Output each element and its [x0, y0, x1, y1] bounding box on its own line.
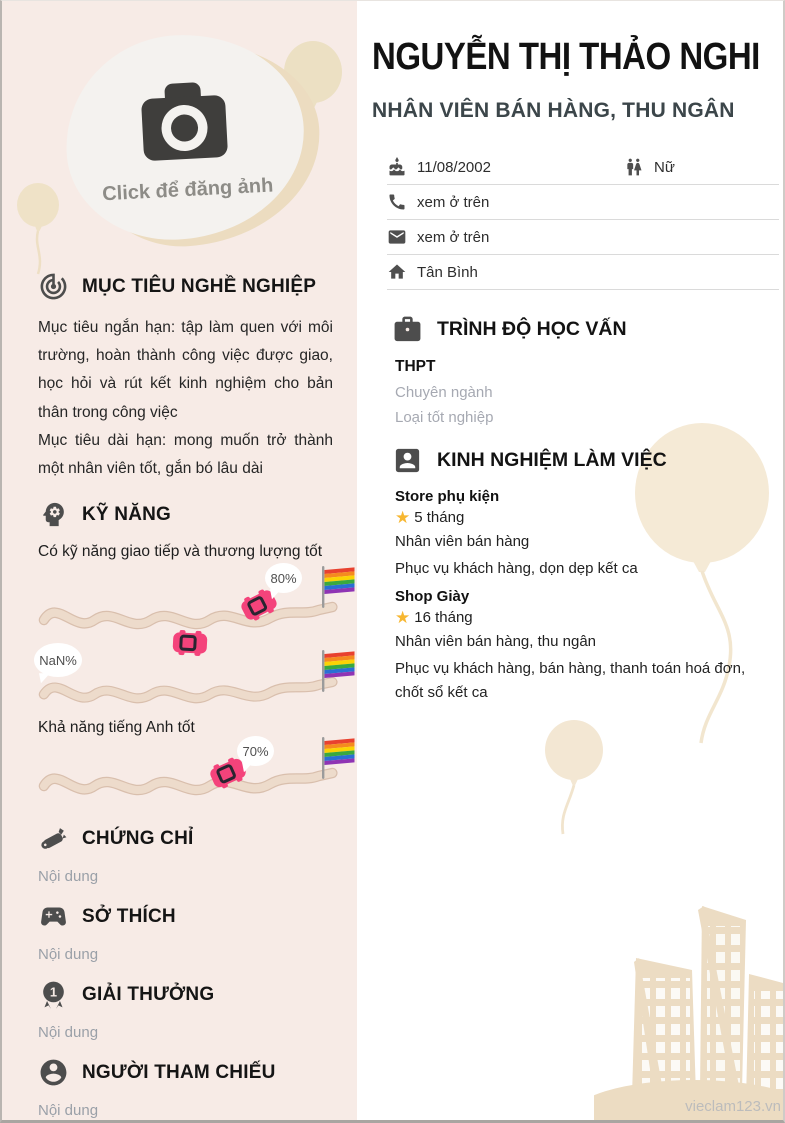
photo-upload-area — [38, 15, 357, 255]
site-watermark: vieclam123.vn — [685, 1098, 781, 1115]
skill-percent-bubble — [237, 736, 274, 766]
balloon-icon — [532, 716, 627, 851]
job-position: Nhân viên bán hàng — [395, 533, 530, 550]
skill-progress-track — [38, 644, 357, 706]
job-company: Shop Giày — [395, 588, 470, 605]
job-duration-row — [395, 509, 785, 526]
skill-percent-bubble — [265, 563, 302, 593]
camera-icon — [121, 69, 248, 175]
section-objective-header — [38, 271, 357, 302]
flag-icon — [320, 648, 356, 694]
education-grade-placeholder: Loại tốt nghiệp — [395, 409, 494, 426]
awards-content: Nội dung — [38, 1024, 99, 1042]
job-duration: 5 tháng — [414, 509, 465, 526]
section-awards-header — [38, 979, 357, 1010]
section-references-header — [38, 1057, 357, 1088]
references-title: NGƯỜI THAM CHIẾU — [82, 1061, 276, 1083]
objective-long-term: Mục tiêu dài hạn: mong muốn trở thành một nhân viên tốt, gắn bó lâu dài — [38, 431, 333, 478]
home-icon — [387, 262, 407, 282]
phone-icon — [387, 192, 407, 212]
objective-short-term: Mục tiêu ngắn hạn: tập làm quen với môi trường, hoàn thành công việc được giao, học hỏi và rút kết kinh nghiệm cho bản thân trong công việc — [38, 319, 333, 421]
certificates-content: Nội dung — [38, 868, 99, 886]
section-skills-header — [38, 499, 357, 530]
skill-label: Có kỹ năng giao tiếp và thương lượng tốt — [38, 543, 323, 561]
section-hobbies-header — [38, 901, 357, 932]
section-experience-header — [392, 445, 785, 476]
info-row-birthday — [387, 150, 779, 185]
education-title: TRÌNH ĐỘ HỌC VẤN — [437, 318, 627, 340]
person-badge-icon — [392, 445, 423, 476]
hobbies-content: Nội dung — [38, 946, 99, 964]
section-education-header — [392, 314, 785, 345]
email-value: xem ở trên — [417, 228, 490, 246]
info-row-phone — [387, 185, 779, 220]
skill-progress-track — [38, 739, 357, 805]
job-duration-row — [395, 609, 785, 626]
education-school: THPT — [395, 358, 436, 375]
phone-value: xem ở trên — [417, 193, 490, 211]
main-column — [357, 1, 785, 1120]
buildings-graphic — [594, 896, 785, 1121]
photo-upload-label: Click để đăng ảnh — [101, 173, 274, 205]
road-graphic — [38, 662, 350, 704]
skill-percent-bubble — [34, 643, 82, 677]
road-graphic — [38, 586, 350, 630]
job-duration: 16 tháng — [414, 609, 473, 626]
job-position: Nhân viên bán hàng, thu ngân — [395, 633, 596, 650]
car-icon — [169, 629, 210, 657]
briefcase-icon — [392, 314, 423, 345]
certificates-title: CHỨNG CHỈ — [82, 827, 194, 849]
head-gear-icon — [38, 499, 69, 530]
hobbies-title: SỞ THÍCH — [82, 905, 176, 927]
personal-info — [387, 150, 779, 290]
target-icon — [38, 271, 69, 302]
job-description: Phục vụ khách hàng, bán hàng, thanh toán hoá đơn, chốt sổ kết ca — [395, 660, 746, 701]
experience-title: KINH NGHIỆM LÀM VIỆC — [437, 449, 667, 471]
info-gender — [624, 150, 675, 184]
svg-text:1: 1 — [49, 984, 58, 1000]
skills-title: KỸ NĂNG — [82, 503, 172, 525]
section-certificates-header — [38, 823, 357, 854]
objective-title: MỤC TIÊU NGHỀ NGHIỆP — [82, 275, 317, 297]
awards-title: GIẢI THƯỞNG — [82, 983, 215, 1005]
job-description: Phục vụ khách hàng, dọn dẹp kết ca — [395, 560, 638, 577]
gender-icon — [624, 157, 644, 177]
diploma-icon — [38, 823, 69, 854]
mail-icon — [387, 227, 407, 247]
person-circle-icon — [38, 1057, 69, 1088]
education-content — [395, 358, 785, 426]
info-row-email — [387, 220, 779, 255]
medal-icon — [38, 979, 69, 1010]
skill-label: Khả năng tiếng Anh tốt — [38, 719, 195, 737]
flag-icon — [320, 735, 356, 781]
skill-progress-track — [38, 564, 357, 634]
experience-job — [395, 488, 785, 581]
star-icon: ★ — [395, 508, 411, 527]
skill-percent: 70% — [242, 743, 269, 759]
road-graphic — [38, 752, 350, 796]
skill-percent: 80% — [270, 570, 297, 586]
gender-value: Nữ — [654, 158, 675, 176]
star-icon: ★ — [395, 608, 411, 627]
objective-text — [38, 314, 333, 483]
birthday-value: 11/08/2002 — [417, 158, 491, 176]
job-company: Store phụ kiện — [395, 488, 500, 505]
experience-job — [395, 588, 785, 705]
flag-icon — [320, 564, 356, 610]
education-major-placeholder: Chuyên ngành — [395, 384, 493, 401]
candidate-name: NGUYỄN THỊ THẢO NGHI — [372, 34, 760, 77]
job-title: NHÂN VIÊN BÁN HÀNG, THU NGÂN — [372, 99, 735, 122]
gamepad-icon — [38, 901, 69, 932]
sidebar — [2, 1, 357, 1120]
info-row-address — [387, 255, 779, 290]
address-value: Tân Bình — [417, 263, 478, 281]
references-content: Nội dung — [38, 1102, 99, 1120]
birthday-cake-icon — [387, 157, 407, 177]
skill-percent: NaN% — [39, 652, 77, 668]
